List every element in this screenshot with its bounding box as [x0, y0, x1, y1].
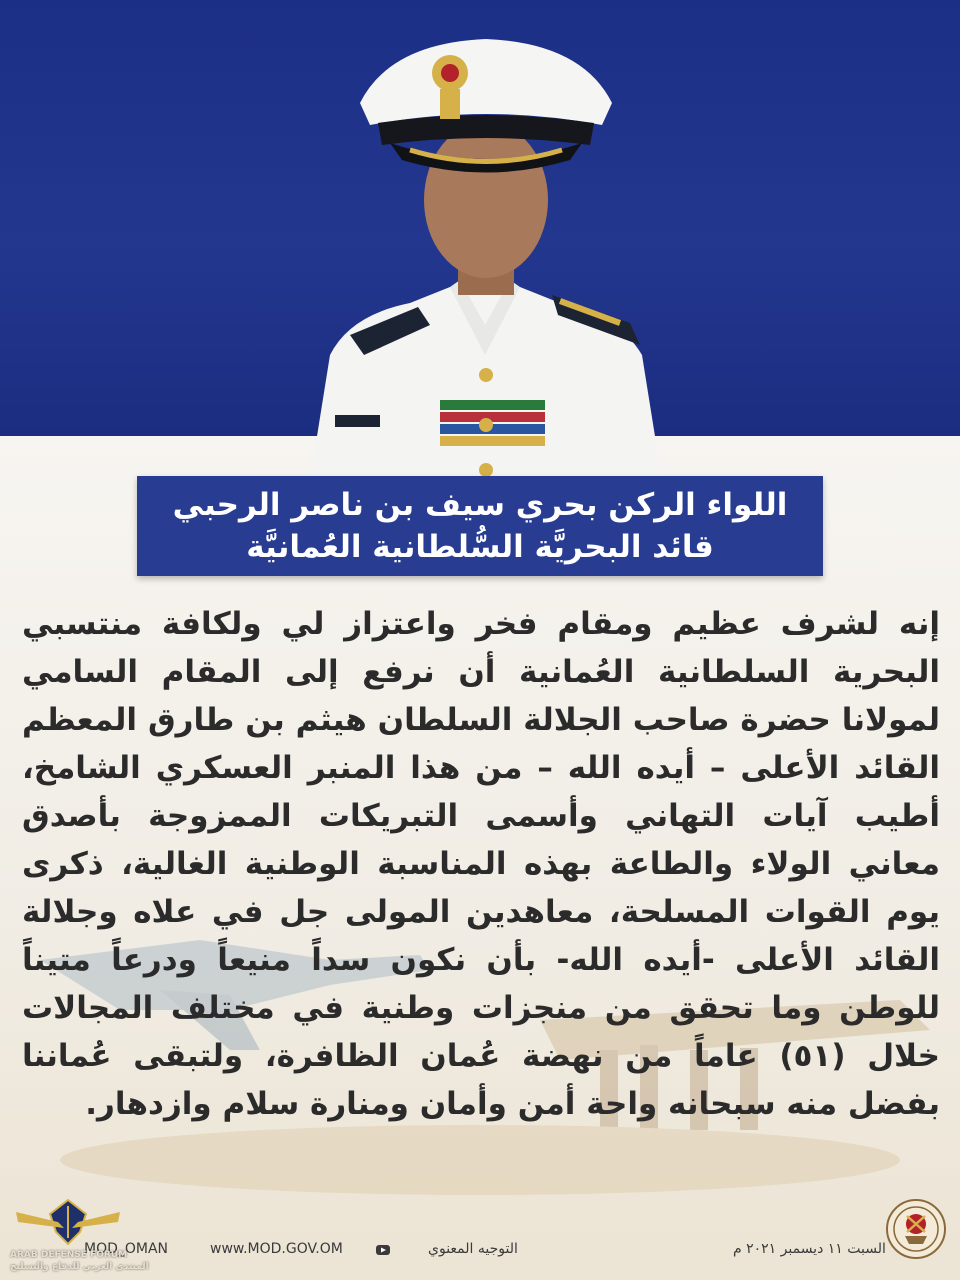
officer-title: قائد البحريَّة السُّلطانية العُمانيَّة [246, 529, 714, 565]
statement-paragraph: إنه لشرف عظيم ومقام فخر واعتزاز لي ولكافة منتسبي البحرية السلطانية العُمانية أن نرفع إلى المقام السامي لمولانا حضرة صاحب الجلالة السلطان هيثم بن طارق المعظم القائد الأعلى – أيده الله – من هذا المنبر العسكري الشامخ، أطيب آيات التهاني وأسمى التبريكات الممزوجة بأصدق معاني الولاء والطاعة بهذه المناسبة الوطنية الغالية، ذكرى يوم القوات المسلحة، معاهدين المولى جل في علاه وجلالة القائد الأعلى -أيده الله- بأن نكون سداً منيعاً ودرعاً متيناً للوطن وما تحقق من منجزات وطنية في مختلف المجالات خلال (٥١) عاماً من نهضة عُمان الظافرة، ولتبقى عُماننا بفضل منه سبحانه واحة أمن وأمان ومنارة سلام وازدهار. [22, 606, 940, 1122]
officer-name: اللواء الركن بحري سيف بن ناصر الرحبي [172, 487, 788, 523]
officer-portrait [290, 25, 680, 480]
footer-bar [0, 1235, 960, 1265]
footer-date: السبت ١١ ديسمبر ٢٠٢١ م [733, 1241, 886, 1257]
footer-website[interactable]: www.MOD.GOV.OM [210, 1241, 343, 1257]
watermark-name-ar: المنتدى العربي للدفاع والتسليح [10, 1262, 149, 1272]
footer-handle[interactable]: MOD_OMAN [84, 1241, 169, 1257]
footer-department: التوجيه المعنوي [428, 1241, 518, 1257]
youtube-icon[interactable] [376, 1243, 390, 1257]
watermark-name-en: ARAB DEFENSE FORUM [10, 1250, 128, 1260]
name-title-box [137, 476, 823, 576]
